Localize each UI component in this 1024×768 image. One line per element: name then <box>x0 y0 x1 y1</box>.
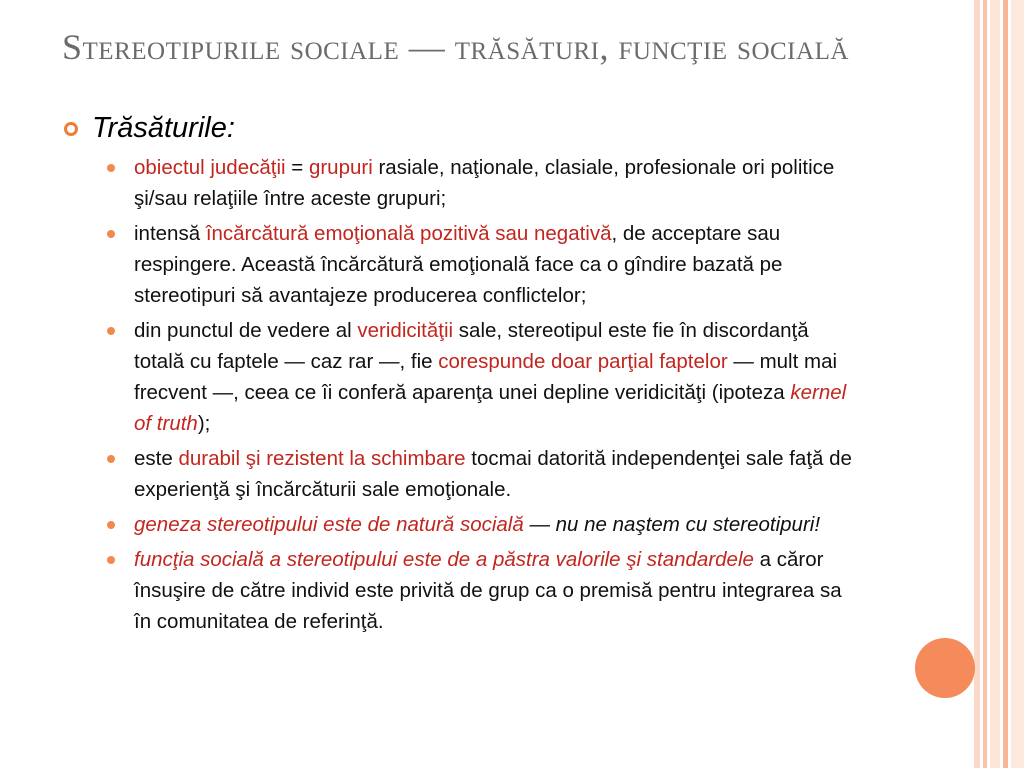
bullet-dot-icon <box>107 164 115 172</box>
list-item-text: este <box>134 447 179 470</box>
bullet-dot-icon <box>107 455 115 463</box>
list-item-text: din punctul de vedere al <box>134 319 358 342</box>
list-item-text: grupuri <box>308 156 373 179</box>
slide-title: Stereotipurile sociale — trăsături, funcţie socială <box>62 27 849 67</box>
list-item-text: geneza stereotipului este de natură socială <box>134 513 524 536</box>
list-item <box>104 509 864 540</box>
decorative-circle <box>915 638 975 698</box>
list-item-text: a căror însuşire de către individ este privită de grup ca o premisă pentru integrarea sa în comunitatea de referinţă. <box>134 548 842 633</box>
list-item-text: funcţia socială a stereotipului este de a păstra valorile şi standardele <box>134 548 754 571</box>
list-item-text: rasiale, naţionale, clasiale, profesionale ori politice şi/sau relaţiile între aceste grupuri; <box>134 156 835 210</box>
list-item <box>104 315 864 439</box>
list-item-text: tocmai datorită independenţei sale faţă de experienţă şi încărcăturii sale emoţionale. <box>134 447 852 501</box>
list-item-text: sale, stereotipul este fie în discordanţă totală cu faptele — caz rar —, fie <box>134 319 809 373</box>
ring-bullet-icon <box>64 122 78 136</box>
bullet-dot-icon <box>107 521 115 529</box>
list-item-text: corespunde doar parţial faptelor <box>438 350 728 373</box>
decorative-stripes <box>974 0 1024 768</box>
list-item <box>104 544 864 637</box>
list-item <box>104 218 864 311</box>
list-item-text: durabil şi rezistent la schimbare <box>178 447 466 470</box>
list-item-text: kernel of truth <box>134 381 847 435</box>
list-item-text: veridicităţii <box>357 319 454 342</box>
bullet-dot-icon <box>107 556 115 564</box>
list-item <box>104 443 864 505</box>
list-item-text: obiectul judecăţii <box>134 156 286 179</box>
list-item-text: încărcătură emoţională pozitivă sau negativă <box>205 222 612 245</box>
list-item-text: , de acceptare sau respingere. Această încărcătură emoţională face ca o gîndire bazată pe stereotipuri să avantajeze producerea conflictelor; <box>134 222 783 307</box>
list-item-text: ); <box>197 412 211 435</box>
bullet-dot-icon <box>107 327 115 335</box>
list-item-text: = <box>285 156 309 179</box>
subheading-text: Trăsăturile: <box>92 112 235 144</box>
list-item-text: — mult mai frecvent —, ceea ce îi conferă aparenţa unei depline veridicităţi (ipoteza <box>134 350 838 404</box>
bullet-list <box>104 152 864 641</box>
bullet-dot-icon <box>107 230 115 238</box>
list-item-text: intensă <box>134 222 206 245</box>
list-item-text: — nu ne naştem cu stereotipuri! <box>523 513 821 536</box>
subheading <box>62 112 235 145</box>
list-item <box>104 152 864 214</box>
